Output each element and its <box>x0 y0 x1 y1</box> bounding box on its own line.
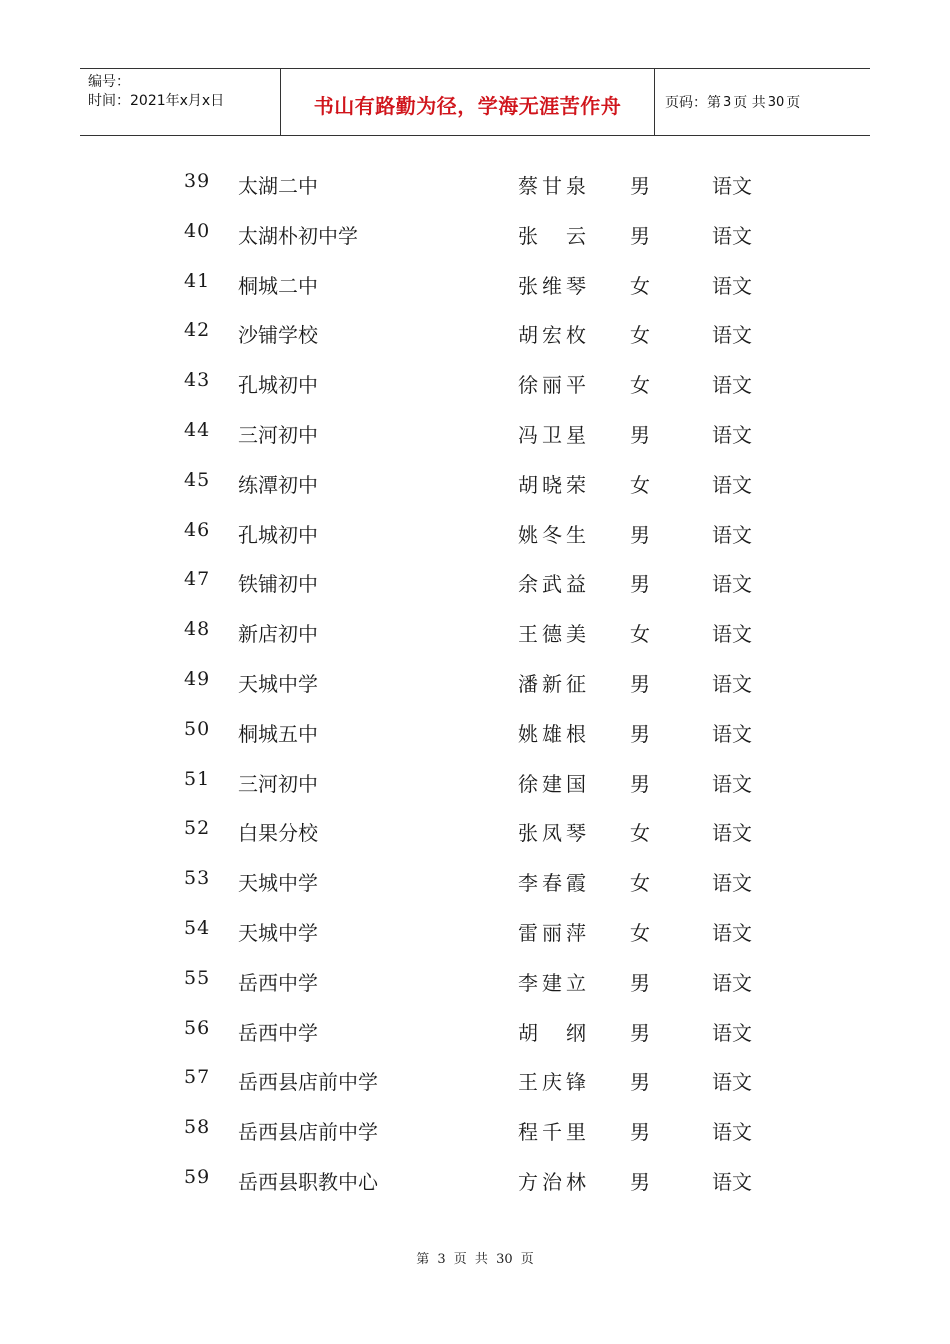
subject: 语文 <box>712 622 752 647</box>
page-suffix: 页 <box>786 95 801 111</box>
list-item <box>0 556 950 606</box>
subject: 语文 <box>712 472 752 497</box>
subject: 语文 <box>712 273 752 298</box>
school-name: 白果分校 <box>238 821 318 846</box>
row-number: 53 <box>184 867 211 890</box>
row-number: 54 <box>184 916 211 939</box>
subject: 语文 <box>712 671 752 696</box>
gender: 男 <box>630 771 650 796</box>
school-name: 太湖二中 <box>238 174 318 198</box>
school-name: 桐城二中 <box>238 273 318 298</box>
gender: 男 <box>630 522 650 547</box>
school-name: 岳西县店前中学 <box>238 1120 378 1145</box>
school-name: 天城中学 <box>238 920 318 945</box>
list-item <box>0 407 950 457</box>
school-name: 岳西中学 <box>238 970 318 995</box>
school-name: 练潭初中 <box>238 472 318 497</box>
row-number: 59 <box>184 1165 211 1188</box>
school-name: 岳西县店前中学 <box>238 1070 378 1095</box>
row-number: 51 <box>184 767 211 790</box>
row-number: 55 <box>184 966 211 989</box>
list-item <box>0 955 950 1005</box>
row-number: 49 <box>184 667 211 690</box>
list-item <box>0 1054 950 1104</box>
teacher-list <box>0 158 950 1204</box>
list-item <box>0 606 950 656</box>
teacher-name: 胡纲 <box>518 1020 586 1045</box>
list-item <box>0 357 950 407</box>
list-item <box>0 258 950 308</box>
list-item <box>0 1104 950 1154</box>
school-name: 三河初中 <box>238 771 318 796</box>
time-label: 时间：2021年x月x日 <box>88 93 225 109</box>
teacher-name: 冯卫星 <box>518 422 586 447</box>
row-number: 58 <box>184 1116 211 1139</box>
row-number: 43 <box>184 369 211 392</box>
school-name: 新店初中 <box>238 622 318 647</box>
subject: 语文 <box>712 1120 752 1145</box>
teacher-name: 李建立 <box>518 970 586 995</box>
row-number: 56 <box>184 1016 211 1039</box>
list-item <box>0 208 950 258</box>
subject: 语文 <box>712 572 752 597</box>
subject: 语文 <box>712 1020 752 1045</box>
subject: 语文 <box>712 223 752 248</box>
footer-prefix: 第 <box>416 1252 430 1267</box>
school-name: 三河初中 <box>238 422 318 447</box>
row-number: 39 <box>184 170 211 192</box>
subject: 语文 <box>712 721 752 746</box>
gender: 男 <box>630 223 650 248</box>
teacher-name: 张云 <box>518 223 586 248</box>
teacher-name: 余武益 <box>518 572 586 597</box>
teacher-name: 徐丽平 <box>518 373 586 398</box>
number-label: 编号： <box>88 74 130 90</box>
teacher-name: 胡宏枚 <box>518 323 586 348</box>
list-item <box>0 507 950 557</box>
teacher-name: 雷丽萍 <box>518 920 586 945</box>
school-name: 天城中学 <box>238 671 318 696</box>
gender: 女 <box>630 920 650 945</box>
teacher-name: 王德美 <box>518 622 586 647</box>
motto-text: 书山有路勤为径，学海无涯苦作舟 <box>313 93 622 118</box>
school-name: 孔城初中 <box>238 373 318 398</box>
school-name: 太湖朴初中学 <box>238 223 358 248</box>
row-number: 45 <box>184 468 211 491</box>
list-item <box>0 457 950 507</box>
list-item <box>0 855 950 905</box>
school-name: 孔城初中 <box>238 522 318 547</box>
teacher-name: 李春霞 <box>518 871 586 896</box>
school-name: 岳西县职教中心 <box>238 1169 378 1194</box>
teacher-name: 程千里 <box>518 1120 586 1145</box>
school-name: 铁铺初中 <box>238 572 318 597</box>
gender: 女 <box>630 373 650 398</box>
header-motto-cell <box>281 69 655 135</box>
page-current: 3 <box>723 94 732 110</box>
gender: 男 <box>630 671 650 696</box>
subject: 语文 <box>712 771 752 796</box>
gender: 男 <box>630 1169 650 1194</box>
teacher-name: 潘新征 <box>518 671 586 696</box>
list-item <box>0 1154 950 1204</box>
row-number: 57 <box>184 1066 211 1089</box>
teacher-name: 徐建国 <box>518 771 586 796</box>
school-name: 天城中学 <box>238 871 318 896</box>
teacher-name: 姚雄根 <box>518 721 586 746</box>
page-footer <box>0 1248 950 1267</box>
gender: 男 <box>630 1070 650 1095</box>
row-number: 44 <box>184 418 211 441</box>
gender: 男 <box>630 721 650 746</box>
teacher-name: 姚冬生 <box>518 522 586 547</box>
row-number: 46 <box>184 518 211 541</box>
page-header <box>80 68 870 136</box>
list-item <box>0 805 950 855</box>
row-number: 47 <box>184 568 211 591</box>
teacher-name: 张维琴 <box>518 273 586 298</box>
header-page-info <box>655 69 870 135</box>
subject: 语文 <box>712 920 752 945</box>
subject: 语文 <box>712 1169 752 1194</box>
gender: 女 <box>630 323 650 348</box>
list-item <box>0 706 950 756</box>
school-name: 沙铺学校 <box>238 323 318 348</box>
row-number: 48 <box>184 618 211 641</box>
school-name: 桐城五中 <box>238 721 318 746</box>
list-item <box>0 307 950 357</box>
teacher-name: 方治林 <box>518 1169 586 1194</box>
gender: 女 <box>630 821 650 846</box>
page-mid: 页 共 <box>733 95 766 111</box>
row-number: 52 <box>184 817 211 840</box>
row-number: 41 <box>184 269 211 292</box>
footer-suffix: 页 <box>520 1252 534 1267</box>
footer-current: 3 <box>437 1252 446 1267</box>
page-prefix: 页码：第 <box>665 95 721 111</box>
teacher-name: 张凤琴 <box>518 821 586 846</box>
gender: 男 <box>630 970 650 995</box>
subject: 语文 <box>712 871 752 896</box>
row-number: 50 <box>184 717 211 740</box>
subject: 语文 <box>712 174 752 198</box>
gender: 男 <box>630 174 650 198</box>
subject: 语文 <box>712 821 752 846</box>
gender: 男 <box>630 572 650 597</box>
gender: 女 <box>630 871 650 896</box>
school-name: 岳西中学 <box>238 1020 318 1045</box>
teacher-name: 蔡甘泉 <box>518 174 586 198</box>
teacher-name: 王庆锋 <box>518 1070 586 1095</box>
gender: 男 <box>630 1120 650 1145</box>
subject: 语文 <box>712 373 752 398</box>
page-total: 30 <box>767 94 785 110</box>
subject: 语文 <box>712 522 752 547</box>
subject: 语文 <box>712 422 752 447</box>
gender: 女 <box>630 472 650 497</box>
list-item <box>0 1005 950 1055</box>
footer-mid: 页 共 <box>453 1252 488 1267</box>
list-item <box>0 905 950 955</box>
gender: 女 <box>630 273 650 298</box>
list-item <box>0 656 950 706</box>
list-item <box>0 756 950 806</box>
subject: 语文 <box>712 323 752 348</box>
gender: 男 <box>630 1020 650 1045</box>
footer-total: 30 <box>496 1252 513 1267</box>
gender: 女 <box>630 622 650 647</box>
row-number: 42 <box>184 319 211 342</box>
row-number: 40 <box>184 219 211 242</box>
teacher-name: 胡晓荣 <box>518 472 586 497</box>
subject: 语文 <box>712 970 752 995</box>
gender: 男 <box>630 422 650 447</box>
subject: 语文 <box>712 1070 752 1095</box>
header-meta <box>80 69 281 135</box>
list-item <box>0 158 950 208</box>
